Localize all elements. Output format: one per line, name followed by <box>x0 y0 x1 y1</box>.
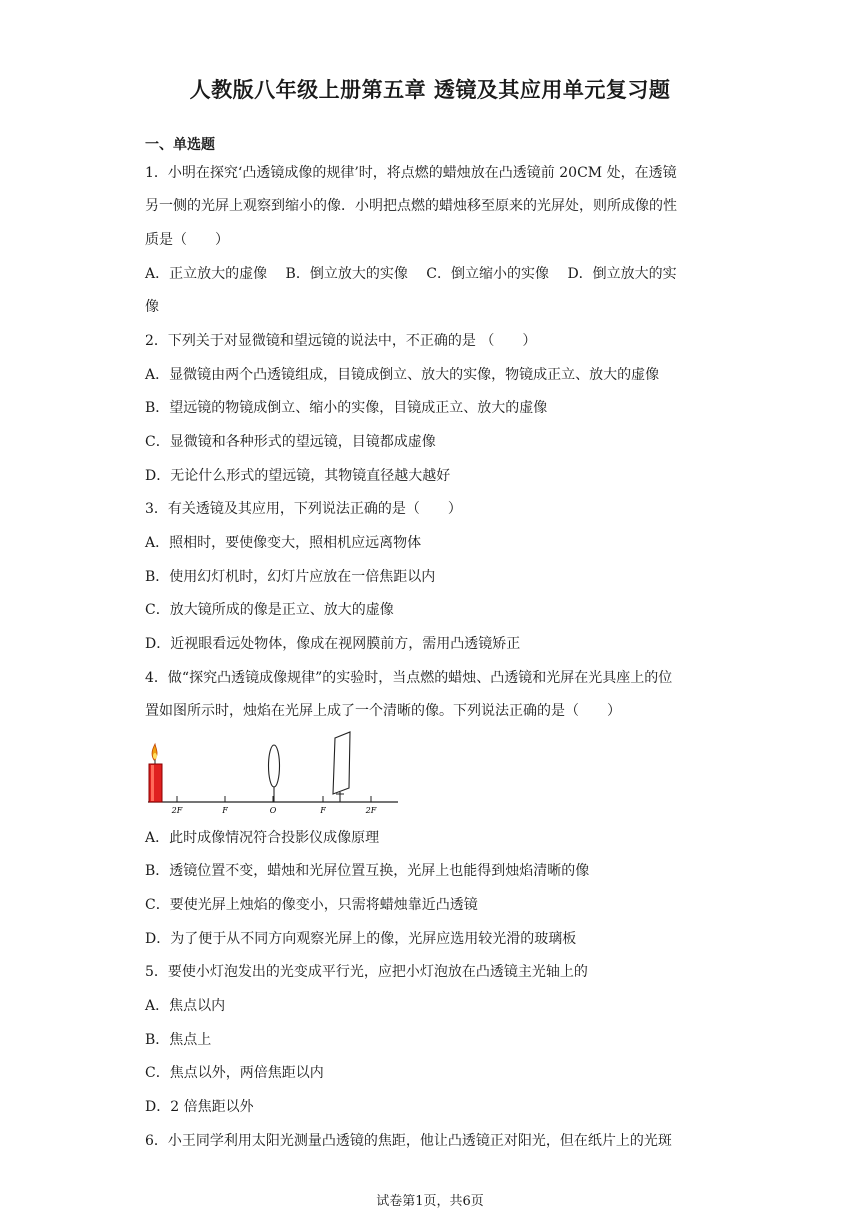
light-screen-icon <box>333 732 350 802</box>
q1-options-cont: 像 <box>145 299 159 315</box>
q3-stem: 3．有关透镜及其应用，下列说法正确的是（ ） <box>145 501 462 517</box>
label-f-right: F <box>320 806 326 815</box>
q3-option-a: A．照相时，要使像变大，照相机应远离物体 <box>145 535 422 551</box>
q3-option-c: C．放大镜所成的像是正立、放大的虚像 <box>145 602 394 618</box>
label-f-left: F <box>222 806 228 815</box>
q1-stem-line2: 另一侧的光屏上观察到缩小的像．小明把点燃的蜡烛移至原来的光屏处，则所成像的性 <box>145 198 677 214</box>
q3-option-d: D．近视眼看远处物体，像成在视网膜前方，需用凸透镜矫正 <box>145 636 521 652</box>
label-2f-left: 2F <box>171 806 183 815</box>
label-o: O <box>269 806 277 815</box>
q2-option-b: B．望远镜的物镜成倒立、缩小的实像，目镜成正立、放大的虚像 <box>145 400 548 416</box>
page-title: 人教版八年级上册第五章 透镜及其应用单元复习题 <box>189 78 671 102</box>
q4-option-b: B．透镜位置不变，蜡烛和光屏位置互换，光屏上也能得到烛焰清晰的像 <box>145 863 590 879</box>
section-heading: 一、单选题 <box>145 137 215 153</box>
q4-option-d: D．为了便于从不同方向观察光屏上的像，光屏应选用较光滑的玻璃板 <box>145 931 577 947</box>
page-footer: 试卷第1页，共6页 <box>376 1194 484 1209</box>
label-2f-right: 2F <box>365 806 377 815</box>
q1-options: A．正立放大的虚像 B．倒立放大的实像 C．倒立缩小的实像 D．倒立放大的实 <box>145 266 677 282</box>
q2-stem: 2．下列关于对显微镜和望远镜的说法中，不正确的是 （ ） <box>145 333 537 349</box>
q6-stem-line1: 6．小王同学利用太阳光测量凸透镜的焦距，他让凸透镜正对阳光，但在纸片上的光斑 <box>145 1133 672 1149</box>
q2-option-c: C．显微镜和各种形式的望远镜，目镜都成虚像 <box>145 434 436 450</box>
q5-option-d: D．2 倍焦距以外 <box>145 1099 254 1115</box>
q2-option-a: A．显微镜由两个凸透镜组成，目镜成倒立、放大的实像，物镜成正立、放大的虚像 <box>145 367 660 383</box>
q4-stem-line1: 4．做“探究凸透镜成像规律”的实验时，当点燃的蜡烛、凸透镜和光屏在光具座上的位 <box>145 670 673 686</box>
q2-option-d: D．无论什么形式的望远镜，其物镜直径越大越好 <box>145 468 451 484</box>
q3-option-b: B．使用幻灯机时，幻灯片应放在一倍焦距以内 <box>145 569 436 585</box>
optical-bench-figure <box>143 730 403 815</box>
q5-option-c: C．焦点以外，两倍焦距以内 <box>145 1065 324 1081</box>
q1-stem-line3: 质是（ ） <box>145 232 229 248</box>
candle-icon <box>149 744 162 802</box>
convex-lens-icon <box>269 745 280 802</box>
q4-option-a: A．此时成像情况符合投影仪成像原理 <box>145 830 380 846</box>
q4-option-c: C．要使光屏上烛焰的像变小，只需将蜡烛靠近凸透镜 <box>145 897 478 913</box>
q4-stem-line2: 置如图所示时，烛焰在光屏上成了一个清晰的像。下列说法正确的是（ ） <box>145 703 621 719</box>
q5-option-b: B．焦点上 <box>145 1032 212 1048</box>
q5-option-a: A．焦点以内 <box>145 998 226 1014</box>
q5-stem: 5．要使小灯泡发出的光变成平行光，应把小灯泡放在凸透镜主光轴上的 <box>145 964 588 980</box>
q1-stem-line1: 1．小明在探究‘凸透镜成像的规律’时，将点燃的蜡烛放在凸透镜前 20CM 处，在透镜 <box>145 165 677 181</box>
